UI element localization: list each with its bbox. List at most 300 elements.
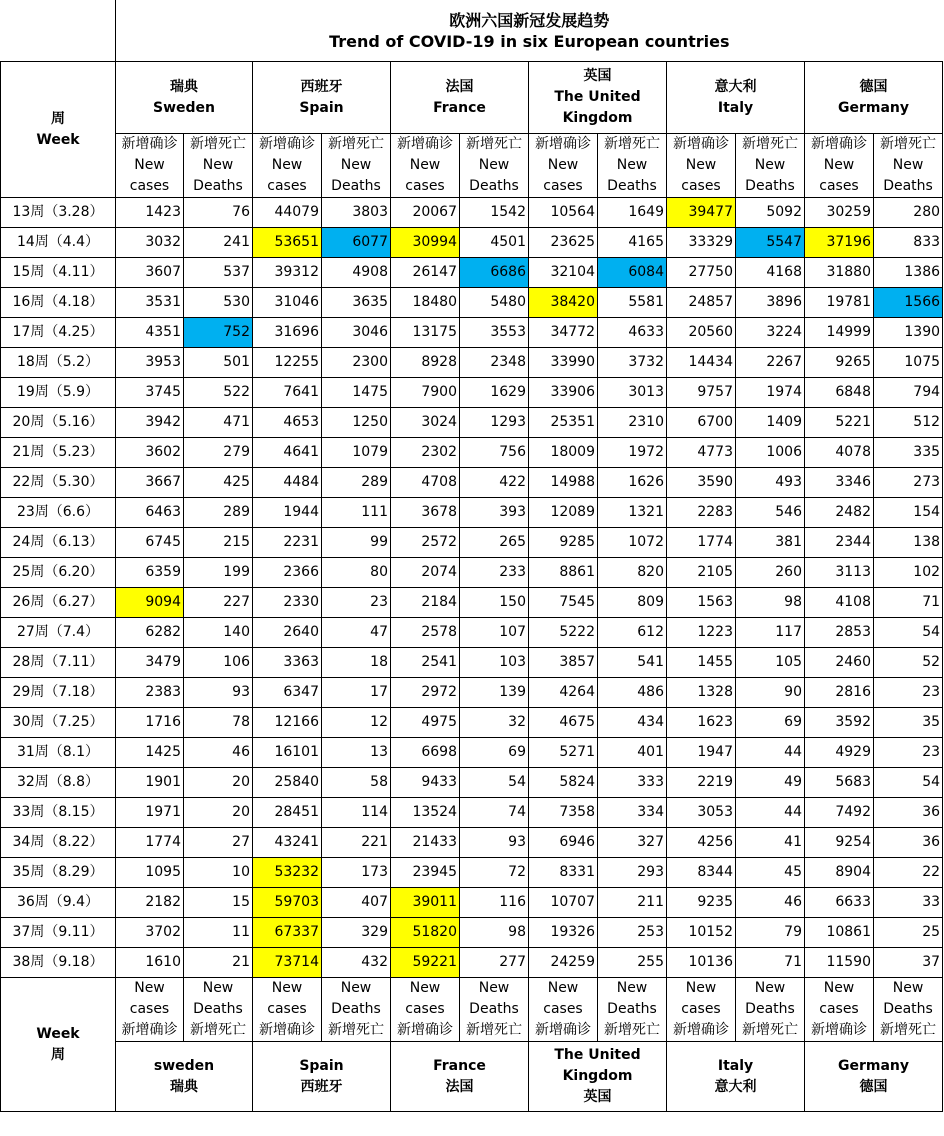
new-deaths-cell: 199 xyxy=(184,558,253,588)
new-deaths-cell: 6686 xyxy=(460,258,529,288)
country-footer-en: Italy xyxy=(717,1057,754,1074)
new-deaths-cell: 69 xyxy=(736,708,805,738)
new-deaths-cell: 138 xyxy=(874,528,943,558)
new-cases-cell: 14999 xyxy=(805,318,874,348)
new-deaths-cell: 1626 xyxy=(598,468,667,498)
country-footer xyxy=(116,1042,253,1112)
week-cell: 24周（6.13） xyxy=(1,528,116,558)
week-cell: 15周（4.11） xyxy=(1,258,116,288)
deaths-label-zh: 新增死亡 xyxy=(190,136,246,152)
new-cases-cell: 7545 xyxy=(529,588,598,618)
new-cases-cell: 3745 xyxy=(116,378,184,408)
new-cases-cell: 3590 xyxy=(667,468,736,498)
country-footer-en: sweden xyxy=(153,1057,215,1074)
new-cases-cell: 24857 xyxy=(667,288,736,318)
new-deaths-cell: 501 xyxy=(184,348,253,378)
new-deaths-cell: 10 xyxy=(184,858,253,888)
new-cases-cell: 67337 xyxy=(253,918,322,948)
new-cases-cell: 2572 xyxy=(391,528,460,558)
deaths-label-en1: New xyxy=(478,157,510,173)
new-cases-cell: 1423 xyxy=(116,198,184,228)
new-deaths-cell: 1072 xyxy=(598,528,667,558)
new-deaths-cell: 1079 xyxy=(322,438,391,468)
new-deaths-cell: 46 xyxy=(184,738,253,768)
new-cases-cell: 2460 xyxy=(805,648,874,678)
cases-label-en1: New xyxy=(134,980,165,996)
new-cases-cell: 7492 xyxy=(805,798,874,828)
deaths-label-en1: New xyxy=(892,980,924,996)
title-en: Trend of COVID-19 in six European countries xyxy=(329,31,730,51)
deaths-label-en1: New xyxy=(616,157,648,173)
cases-label-en1: New xyxy=(134,157,165,173)
country-name-zh: 德国 xyxy=(859,78,888,95)
country-name-zh: 西班牙 xyxy=(300,78,343,95)
new-deaths-cell: 140 xyxy=(184,618,253,648)
new-cases-cell: 2283 xyxy=(667,498,736,528)
new-deaths-cell: 3732 xyxy=(598,348,667,378)
new-deaths-cell: 752 xyxy=(184,318,253,348)
country-footer xyxy=(805,1042,943,1112)
new-cases-cell: 1901 xyxy=(116,768,184,798)
new-deaths-header xyxy=(460,134,529,198)
new-cases-cell: 2366 xyxy=(253,558,322,588)
new-cases-cell: 34772 xyxy=(529,318,598,348)
cases-label-zh: 新增确诊 xyxy=(259,136,315,152)
new-deaths-cell: 154 xyxy=(874,498,943,528)
cases-label-zh: 新增确诊 xyxy=(397,1022,453,1038)
new-deaths-header xyxy=(874,978,943,1042)
new-cases-cell: 2105 xyxy=(667,558,736,588)
new-cases-cell: 39477 xyxy=(667,198,736,228)
new-cases-cell: 8331 xyxy=(529,858,598,888)
new-deaths-cell: 58 xyxy=(322,768,391,798)
new-cases-cell: 7641 xyxy=(253,378,322,408)
deaths-label-zh: 新增死亡 xyxy=(880,1022,937,1038)
new-deaths-cell: 111 xyxy=(322,498,391,528)
new-cases-cell: 8861 xyxy=(529,558,598,588)
new-cases-cell: 2184 xyxy=(391,588,460,618)
new-deaths-cell: 327 xyxy=(598,828,667,858)
new-cases-cell: 20560 xyxy=(667,318,736,348)
new-deaths-cell: 233 xyxy=(460,558,529,588)
new-cases-cell: 33906 xyxy=(529,378,598,408)
cases-label-en2: cases xyxy=(129,1001,170,1017)
new-deaths-cell: 2310 xyxy=(598,408,667,438)
deaths-label-zh: 新增死亡 xyxy=(466,1022,522,1038)
new-cases-cell: 6282 xyxy=(116,618,184,648)
new-cases-cell: 2302 xyxy=(391,438,460,468)
new-cases-cell: 3602 xyxy=(116,438,184,468)
country-footer-en: Germany xyxy=(838,1057,910,1074)
cases-label-en1: New xyxy=(685,157,717,173)
table-row xyxy=(1,198,943,228)
country-name-en: Italy xyxy=(717,99,754,116)
deaths-label-en2: Deaths xyxy=(607,1001,657,1017)
week-cell: 25周（6.20） xyxy=(1,558,116,588)
new-deaths-cell: 227 xyxy=(184,588,253,618)
new-cases-cell: 59221 xyxy=(391,948,460,978)
new-cases-cell: 2482 xyxy=(805,498,874,528)
new-deaths-cell: 98 xyxy=(736,588,805,618)
new-deaths-cell: 49 xyxy=(736,768,805,798)
cases-label-zh: 新增确诊 xyxy=(121,1022,178,1038)
new-cases-cell: 9285 xyxy=(529,528,598,558)
new-cases-cell: 4675 xyxy=(529,708,598,738)
new-cases-cell: 31046 xyxy=(253,288,322,318)
cases-label-zh: 新增确诊 xyxy=(811,136,867,152)
country-name-en: France xyxy=(433,99,486,116)
new-deaths-cell: 116 xyxy=(460,888,529,918)
deaths-label-en1: New xyxy=(202,980,234,996)
week-cell: 30周（7.25） xyxy=(1,708,116,738)
table-row xyxy=(1,468,943,498)
new-deaths-cell: 105 xyxy=(736,648,805,678)
new-cases-cell: 4975 xyxy=(391,708,460,738)
new-deaths-cell: 74 xyxy=(460,798,529,828)
new-deaths-cell: 27 xyxy=(184,828,253,858)
new-deaths-cell: 32 xyxy=(460,708,529,738)
new-cases-cell: 3607 xyxy=(116,258,184,288)
new-cases-header xyxy=(529,134,598,198)
new-cases-cell: 33329 xyxy=(667,228,736,258)
deaths-label-en2: Deaths xyxy=(883,1001,933,1017)
country-footer-zh: 英国 xyxy=(583,1089,612,1105)
new-cases-cell: 1774 xyxy=(667,528,736,558)
new-deaths-cell: 265 xyxy=(460,528,529,558)
new-deaths-cell: 20 xyxy=(184,798,253,828)
country-footer-zh: 瑞典 xyxy=(170,1078,198,1095)
country-footer-en: The United Kingdom xyxy=(554,1047,641,1084)
new-deaths-header xyxy=(184,978,253,1042)
deaths-label-zh: 新增死亡 xyxy=(880,136,937,152)
new-cases-cell: 2383 xyxy=(116,678,184,708)
week-header-en: Week xyxy=(36,131,80,148)
new-deaths-cell: 23 xyxy=(874,738,943,768)
new-cases-cell: 39312 xyxy=(253,258,322,288)
new-deaths-cell: 273 xyxy=(874,468,943,498)
new-deaths-header xyxy=(598,978,667,1042)
deaths-label-en2: Deaths xyxy=(745,178,795,194)
deaths-label-zh: 新增死亡 xyxy=(604,1022,660,1038)
new-deaths-cell: 2348 xyxy=(460,348,529,378)
new-cases-cell: 4256 xyxy=(667,828,736,858)
new-deaths-cell: 1386 xyxy=(874,258,943,288)
table-row xyxy=(1,708,943,738)
new-cases-cell: 3857 xyxy=(529,648,598,678)
new-deaths-cell: 255 xyxy=(598,948,667,978)
new-deaths-cell: 1390 xyxy=(874,318,943,348)
week-cell: 27周（7.4） xyxy=(1,618,116,648)
new-cases-cell: 2972 xyxy=(391,678,460,708)
deaths-label-zh: 新增死亡 xyxy=(328,1022,384,1038)
new-cases-cell: 3953 xyxy=(116,348,184,378)
week-cell: 26周（6.27） xyxy=(1,588,116,618)
new-cases-cell: 2182 xyxy=(116,888,184,918)
table-row xyxy=(1,858,943,888)
new-deaths-cell: 293 xyxy=(598,858,667,888)
new-cases-cell: 19326 xyxy=(529,918,598,948)
new-cases-cell: 12166 xyxy=(253,708,322,738)
new-deaths-cell: 425 xyxy=(184,468,253,498)
new-cases-cell: 4773 xyxy=(667,438,736,468)
new-deaths-cell: 78 xyxy=(184,708,253,738)
new-deaths-cell: 1974 xyxy=(736,378,805,408)
new-cases-cell: 3113 xyxy=(805,558,874,588)
new-deaths-cell: 329 xyxy=(322,918,391,948)
new-cases-cell: 2219 xyxy=(667,768,736,798)
country-name-zh: 意大利 xyxy=(714,78,757,95)
cases-label-en1: New xyxy=(547,157,579,173)
new-cases-cell: 27750 xyxy=(667,258,736,288)
new-cases-cell: 4078 xyxy=(805,438,874,468)
table-row xyxy=(1,588,943,618)
table-row xyxy=(1,378,943,408)
new-cases-cell: 4708 xyxy=(391,468,460,498)
new-deaths-cell: 18 xyxy=(322,648,391,678)
cases-label-zh: 新增确诊 xyxy=(121,136,178,152)
new-cases-cell: 14434 xyxy=(667,348,736,378)
new-cases-header xyxy=(253,134,322,198)
new-deaths-cell: 46 xyxy=(736,888,805,918)
new-cases-cell: 1774 xyxy=(116,828,184,858)
deaths-label-zh: 新增死亡 xyxy=(742,1022,798,1038)
new-deaths-cell: 5092 xyxy=(736,198,805,228)
cases-label-en1: New xyxy=(271,157,303,173)
new-deaths-cell: 36 xyxy=(874,828,943,858)
new-deaths-cell: 15 xyxy=(184,888,253,918)
new-cases-cell: 4641 xyxy=(253,438,322,468)
deaths-label-zh: 新增死亡 xyxy=(190,1022,246,1038)
new-cases-cell: 10861 xyxy=(805,918,874,948)
new-deaths-cell: 432 xyxy=(322,948,391,978)
new-deaths-header xyxy=(736,978,805,1042)
new-cases-cell: 1610 xyxy=(116,948,184,978)
new-deaths-cell: 833 xyxy=(874,228,943,258)
cases-label-en1: New xyxy=(409,157,441,173)
country-footer-en: France xyxy=(433,1057,486,1074)
new-cases-cell: 1563 xyxy=(667,588,736,618)
new-deaths-cell: 6077 xyxy=(322,228,391,258)
new-cases-cell: 20067 xyxy=(391,198,460,228)
table-row xyxy=(1,768,943,798)
new-deaths-cell: 23 xyxy=(322,588,391,618)
new-deaths-cell: 279 xyxy=(184,438,253,468)
new-cases-cell: 1223 xyxy=(667,618,736,648)
cases-label-en1: New xyxy=(271,980,303,996)
new-deaths-cell: 1006 xyxy=(736,438,805,468)
new-deaths-cell: 11 xyxy=(184,918,253,948)
new-cases-cell: 3531 xyxy=(116,288,184,318)
new-cases-cell: 10136 xyxy=(667,948,736,978)
new-cases-cell: 3479 xyxy=(116,648,184,678)
new-cases-cell: 12089 xyxy=(529,498,598,528)
week-cell: 32周（8.8） xyxy=(1,768,116,798)
deaths-label-en1: New xyxy=(478,980,510,996)
new-cases-cell: 1095 xyxy=(116,858,184,888)
new-deaths-cell: 820 xyxy=(598,558,667,588)
table-row xyxy=(1,648,943,678)
cases-label-en2: cases xyxy=(681,1001,721,1017)
country-name-en: Sweden xyxy=(153,99,215,116)
week-cell: 28周（7.11） xyxy=(1,648,116,678)
new-cases-cell: 21433 xyxy=(391,828,460,858)
new-deaths-header xyxy=(322,978,391,1042)
new-deaths-cell: 71 xyxy=(874,588,943,618)
new-cases-cell: 4929 xyxy=(805,738,874,768)
new-cases-cell: 7358 xyxy=(529,798,598,828)
new-deaths-cell: 103 xyxy=(460,648,529,678)
new-deaths-cell: 333 xyxy=(598,768,667,798)
deaths-label-en2: Deaths xyxy=(607,178,657,194)
new-cases-cell: 3363 xyxy=(253,648,322,678)
new-deaths-cell: 1629 xyxy=(460,378,529,408)
new-deaths-cell: 612 xyxy=(598,618,667,648)
new-deaths-cell: 260 xyxy=(736,558,805,588)
new-deaths-cell: 44 xyxy=(736,738,805,768)
new-deaths-cell: 99 xyxy=(322,528,391,558)
new-deaths-cell: 25 xyxy=(874,918,943,948)
new-cases-cell: 18480 xyxy=(391,288,460,318)
new-deaths-cell: 13 xyxy=(322,738,391,768)
country-header xyxy=(391,62,529,134)
cases-label-zh: 新增确诊 xyxy=(535,136,591,152)
deaths-label-zh: 新增死亡 xyxy=(466,136,522,152)
country-footer-en: Spain xyxy=(299,1057,344,1074)
new-cases-cell: 19781 xyxy=(805,288,874,318)
deaths-label-en1: New xyxy=(616,980,648,996)
week-cell: 18周（5.2） xyxy=(1,348,116,378)
week-cell: 29周（7.18） xyxy=(1,678,116,708)
new-deaths-cell: 1542 xyxy=(460,198,529,228)
new-deaths-cell: 4168 xyxy=(736,258,805,288)
new-cases-header xyxy=(116,978,184,1042)
new-cases-cell: 59703 xyxy=(253,888,322,918)
week-header xyxy=(1,62,116,198)
cases-label-zh: 新增确诊 xyxy=(673,136,729,152)
new-deaths-cell: 33 xyxy=(874,888,943,918)
new-cases-cell: 9235 xyxy=(667,888,736,918)
table-row xyxy=(1,438,943,468)
table-row xyxy=(1,498,943,528)
deaths-label-en1: New xyxy=(754,157,786,173)
week-cell: 14周（4.4） xyxy=(1,228,116,258)
new-deaths-cell: 45 xyxy=(736,858,805,888)
new-cases-cell: 1971 xyxy=(116,798,184,828)
new-cases-header xyxy=(529,978,598,1042)
cases-label-en2: cases xyxy=(543,1001,583,1017)
new-deaths-header xyxy=(322,134,391,198)
new-cases-cell: 53232 xyxy=(253,858,322,888)
week-cell: 23周（6.6） xyxy=(1,498,116,528)
new-deaths-cell: 5480 xyxy=(460,288,529,318)
new-cases-cell: 2231 xyxy=(253,528,322,558)
new-cases-cell: 2853 xyxy=(805,618,874,648)
new-cases-header xyxy=(116,134,184,198)
new-cases-cell: 9757 xyxy=(667,378,736,408)
new-cases-header xyxy=(805,978,874,1042)
new-cases-cell: 23945 xyxy=(391,858,460,888)
country-footer-zh: 德国 xyxy=(859,1078,888,1095)
new-cases-cell: 4108 xyxy=(805,588,874,618)
new-cases-cell: 1425 xyxy=(116,738,184,768)
new-deaths-cell: 37 xyxy=(874,948,943,978)
corner-cell xyxy=(1,0,116,62)
new-cases-cell: 1328 xyxy=(667,678,736,708)
new-deaths-cell: 6084 xyxy=(598,258,667,288)
new-deaths-cell: 114 xyxy=(322,798,391,828)
new-deaths-cell: 69 xyxy=(460,738,529,768)
new-cases-header xyxy=(667,978,736,1042)
new-cases-cell: 2330 xyxy=(253,588,322,618)
new-cases-cell: 8344 xyxy=(667,858,736,888)
new-deaths-cell: 1566 xyxy=(874,288,943,318)
new-cases-cell: 10707 xyxy=(529,888,598,918)
new-cases-cell: 6633 xyxy=(805,888,874,918)
new-deaths-cell: 23 xyxy=(874,678,943,708)
deaths-label-en1: New xyxy=(202,157,234,173)
new-deaths-cell: 3224 xyxy=(736,318,805,348)
new-deaths-cell: 541 xyxy=(598,648,667,678)
new-cases-cell: 51820 xyxy=(391,918,460,948)
new-cases-cell: 4653 xyxy=(253,408,322,438)
deaths-label-en2: Deaths xyxy=(193,178,243,194)
new-deaths-cell: 36 xyxy=(874,798,943,828)
new-deaths-cell: 12 xyxy=(322,708,391,738)
cases-label-zh: 新增确诊 xyxy=(673,1022,729,1038)
new-cases-cell: 2344 xyxy=(805,528,874,558)
new-cases-header xyxy=(667,134,736,198)
table-row xyxy=(1,888,943,918)
new-deaths-cell: 1321 xyxy=(598,498,667,528)
new-deaths-cell: 5581 xyxy=(598,288,667,318)
new-deaths-cell: 80 xyxy=(322,558,391,588)
table-footer xyxy=(1,978,943,1112)
new-deaths-cell: 522 xyxy=(184,378,253,408)
new-deaths-cell: 809 xyxy=(598,588,667,618)
new-deaths-cell: 1972 xyxy=(598,438,667,468)
week-cell: 31周（8.1） xyxy=(1,738,116,768)
country-name-zh: 瑞典 xyxy=(170,78,198,95)
new-deaths-cell: 401 xyxy=(598,738,667,768)
new-deaths-header xyxy=(736,134,805,198)
new-cases-cell: 9254 xyxy=(805,828,874,858)
new-deaths-cell: 253 xyxy=(598,918,667,948)
new-deaths-cell: 471 xyxy=(184,408,253,438)
week-cell: 22周（5.30） xyxy=(1,468,116,498)
new-cases-cell: 3702 xyxy=(116,918,184,948)
new-cases-cell: 13524 xyxy=(391,798,460,828)
new-deaths-cell: 434 xyxy=(598,708,667,738)
deaths-label-en2: Deaths xyxy=(331,1001,381,1017)
country-footer xyxy=(391,1042,529,1112)
deaths-label-en1: New xyxy=(892,157,924,173)
new-deaths-header xyxy=(460,978,529,1042)
country-name-en: The United Kingdom xyxy=(554,89,641,126)
deaths-label-en2: Deaths xyxy=(883,178,933,194)
new-cases-cell: 6700 xyxy=(667,408,736,438)
new-deaths-cell: 1649 xyxy=(598,198,667,228)
new-deaths-cell: 22 xyxy=(874,858,943,888)
new-deaths-cell: 117 xyxy=(736,618,805,648)
table-row xyxy=(1,228,943,258)
new-cases-cell: 10152 xyxy=(667,918,736,948)
new-deaths-cell: 334 xyxy=(598,798,667,828)
cases-label-zh: 新增确诊 xyxy=(259,1022,315,1038)
new-deaths-cell: 54 xyxy=(874,618,943,648)
new-deaths-cell: 71 xyxy=(736,948,805,978)
new-deaths-cell: 794 xyxy=(874,378,943,408)
new-deaths-cell: 54 xyxy=(460,768,529,798)
